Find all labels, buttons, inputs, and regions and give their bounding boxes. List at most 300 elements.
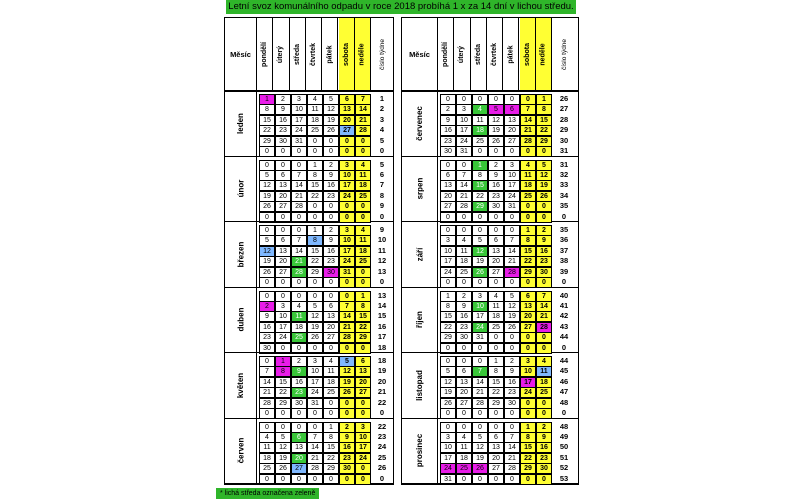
day-cell: 13 (355, 366, 371, 377)
week-number-cell: 25 (377, 452, 387, 462)
day-cell: 6 (323, 301, 339, 312)
day-cell: 30 (504, 398, 520, 409)
week-row (440, 463, 576, 474)
week-row (440, 180, 576, 191)
day-cell: 9 (504, 366, 520, 377)
day-cell: 0 (275, 212, 291, 223)
day-cell: 0 (520, 212, 536, 223)
day-cell: 1 (536, 94, 552, 105)
day-cell: 0 (456, 160, 472, 171)
day-cell: 12 (504, 301, 520, 312)
day-header-5 (339, 18, 355, 90)
day-cell: 0 (536, 277, 552, 288)
month-name (402, 91, 438, 156)
day-cell: 0 (472, 146, 488, 157)
week-row (440, 170, 576, 181)
day-cell: 21 (472, 387, 488, 398)
day-cell: 14 (259, 377, 275, 388)
day-cell: 18 (472, 125, 488, 136)
day-cell: 4 (323, 356, 339, 367)
week-row (259, 267, 393, 278)
week-number-cell: 13 (377, 266, 387, 276)
day-cell: 15 (355, 311, 371, 322)
day-cell: 0 (275, 343, 291, 354)
day-cell: 30 (291, 398, 307, 409)
day-cell: 6 (488, 432, 504, 443)
day-cell: 16 (323, 246, 339, 257)
day-cell: 10 (291, 104, 307, 115)
day-cell: 20 (488, 256, 504, 267)
day-cell: 15 (440, 311, 456, 322)
day-cell: 4 (355, 225, 371, 236)
day-cell: 0 (291, 160, 307, 171)
day-cell: 20 (440, 191, 456, 202)
day-cell: 19 (339, 377, 355, 388)
month-block-únor (225, 157, 393, 223)
week-number-cell: 0 (561, 342, 567, 352)
day-cell: 14 (456, 180, 472, 191)
day-cell: 0 (323, 136, 339, 147)
day-cell: 0 (291, 146, 307, 157)
day-cell: 0 (307, 146, 323, 157)
day-cell: 26 (504, 322, 520, 333)
day-cell: 20 (456, 387, 472, 398)
day-cell: 30 (323, 267, 339, 278)
day-cell: 13 (291, 442, 307, 453)
day-header-label: sobota (523, 42, 531, 66)
day-cell: 22 (307, 191, 323, 202)
day-cell: 0 (504, 225, 520, 236)
week-row (259, 422, 393, 433)
day-cell: 20 (275, 191, 291, 202)
day-cell: 1 (520, 225, 536, 236)
day-cell: 17 (520, 377, 536, 388)
week-row (440, 311, 576, 322)
day-cell: 0 (259, 277, 275, 288)
day-cell: 0 (536, 332, 552, 343)
day-cell: 28 (339, 332, 355, 343)
day-cell: 7 (536, 291, 552, 302)
week-number-cell: 31 (559, 159, 569, 169)
week-row (440, 453, 576, 464)
day-cell: 0 (488, 422, 504, 433)
week-row (259, 136, 393, 147)
day-cell: 3 (456, 104, 472, 115)
day-cell: 16 (259, 322, 275, 333)
day-header-label: pátek (507, 44, 515, 64)
day-cell: 0 (275, 277, 291, 288)
month-column-header: Měsíc (225, 18, 257, 90)
day-cell: 17 (339, 246, 355, 257)
day-cell: 0 (440, 277, 456, 288)
day-cell: 23 (275, 125, 291, 136)
day-header-5 (520, 18, 536, 90)
day-cell: 5 (275, 432, 291, 443)
day-cell: 23 (323, 191, 339, 202)
day-cell: 10 (275, 311, 291, 322)
day-header-1 (273, 18, 289, 90)
day-cell: 0 (536, 398, 552, 409)
day-cell: 0 (259, 212, 275, 223)
day-cell: 0 (504, 94, 520, 105)
day-cell: 5 (440, 366, 456, 377)
day-header-label: pondělí (442, 41, 450, 67)
day-cell: 16 (339, 442, 355, 453)
day-cell: 1 (259, 94, 275, 105)
day-cell: 12 (275, 442, 291, 453)
week-number-cell: 35 (559, 201, 569, 211)
day-cell: 12 (472, 246, 488, 257)
week-row (440, 291, 576, 302)
week-number-cell: 18 (377, 342, 387, 352)
day-cell: 25 (472, 136, 488, 147)
day-cell: 19 (504, 311, 520, 322)
week-number-cell: 11 (378, 245, 386, 255)
day-cell: 0 (456, 356, 472, 367)
week-row (440, 191, 576, 202)
day-cell: 0 (504, 408, 520, 419)
week-number-cell: 43 (559, 321, 569, 331)
day-header-label: neděle (539, 42, 547, 66)
day-cell: 1 (307, 225, 323, 236)
day-cell: 0 (339, 146, 355, 157)
day-cell: 0 (520, 408, 536, 419)
month-block-červen (225, 419, 393, 485)
day-cell: 15 (259, 115, 275, 126)
week-row (440, 398, 576, 409)
day-cell: 3 (339, 160, 355, 171)
day-cell: 0 (339, 408, 355, 419)
day-cell: 16 (291, 377, 307, 388)
day-cell: 0 (291, 474, 307, 485)
day-cell: 8 (488, 366, 504, 377)
day-cell: 1 (472, 160, 488, 171)
day-cell: 28 (291, 201, 307, 212)
month-block-srpen (402, 157, 578, 223)
day-cell: 28 (291, 267, 307, 278)
week-row (440, 408, 576, 419)
day-cell: 18 (259, 453, 275, 464)
day-cell: 0 (275, 225, 291, 236)
day-cell: 5 (259, 235, 275, 246)
week-row (440, 377, 576, 388)
day-cell: 7 (504, 432, 520, 443)
day-cell: 11 (456, 246, 472, 257)
week-number-cell: 5 (379, 159, 385, 169)
day-cell: 27 (275, 201, 291, 212)
day-cell: 0 (291, 422, 307, 433)
day-cell: 2 (323, 160, 339, 171)
day-cell: 25 (291, 332, 307, 343)
day-cell: 28 (355, 125, 371, 136)
day-cell: 29 (307, 267, 323, 278)
day-cell: 17 (456, 125, 472, 136)
day-cell: 11 (355, 170, 371, 181)
day-cell: 29 (488, 398, 504, 409)
day-cell: 29 (323, 463, 339, 474)
day-cell: 14 (339, 311, 355, 322)
day-cell: 21 (291, 191, 307, 202)
day-cell: 0 (504, 146, 520, 157)
day-cell: 16 (456, 311, 472, 322)
day-cell: 0 (520, 343, 536, 354)
week-row (259, 453, 393, 464)
day-cell: 0 (259, 160, 275, 171)
week-number-cell: 46 (559, 376, 569, 386)
week-number-cell: 8 (379, 190, 385, 200)
week-row (259, 94, 393, 105)
day-cell: 25 (536, 387, 552, 398)
day-cell: 0 (323, 146, 339, 157)
day-cell: 8 (259, 104, 275, 115)
day-cell: 12 (488, 115, 504, 126)
day-cell: 4 (355, 160, 371, 171)
day-header-label: středa (293, 43, 301, 65)
day-cell: 26 (536, 191, 552, 202)
day-cell: 5 (323, 94, 339, 105)
day-cell: 0 (472, 225, 488, 236)
day-cell: 18 (307, 115, 323, 126)
month-name-label: únor (236, 179, 245, 198)
week-row (440, 267, 576, 278)
week-row (440, 442, 576, 453)
day-cell: 2 (488, 160, 504, 171)
day-cell: 21 (504, 453, 520, 464)
day-cell: 30 (488, 201, 504, 212)
day-cell: 21 (259, 387, 275, 398)
day-cell: 9 (440, 115, 456, 126)
day-cell: 0 (307, 422, 323, 433)
day-cell: 11 (536, 366, 552, 377)
week-row (259, 311, 393, 322)
day-cell: 8 (307, 235, 323, 246)
day-cell: 1 (307, 160, 323, 171)
day-cell: 27 (355, 387, 371, 398)
day-cell: 12 (323, 104, 339, 115)
day-cell: 12 (536, 170, 552, 181)
day-cell: 22 (355, 322, 371, 333)
day-cell: 1 (275, 356, 291, 367)
day-cell: 29 (275, 398, 291, 409)
week-number-cell: 22 (377, 421, 387, 431)
day-cell: 11 (520, 170, 536, 181)
day-cell: 26 (275, 463, 291, 474)
day-cell: 15 (536, 115, 552, 126)
day-cell: 16 (275, 115, 291, 126)
day-cell: 1 (355, 291, 371, 302)
week-number-cell: 10 (377, 235, 387, 245)
day-cell: 8 (520, 235, 536, 246)
day-cell: 0 (456, 277, 472, 288)
week-number-cell: 20 (377, 376, 387, 386)
day-cell: 27 (323, 332, 339, 343)
day-cell: 24 (520, 387, 536, 398)
day-cell: 0 (275, 160, 291, 171)
day-cell: 23 (440, 136, 456, 147)
week-number-cell: 44 (559, 332, 569, 342)
day-cell: 9 (291, 366, 307, 377)
day-header-label: úterý (458, 45, 466, 63)
day-cell: 5 (536, 160, 552, 171)
day-cell: 2 (259, 301, 275, 312)
day-cell: 21 (355, 115, 371, 126)
day-cell: 31 (291, 136, 307, 147)
week-number-cell: 0 (561, 408, 567, 417)
day-cell: 0 (307, 408, 323, 419)
day-cell: 22 (472, 191, 488, 202)
day-cell: 27 (440, 201, 456, 212)
day-cell: 7 (259, 366, 275, 377)
day-cell: 3 (275, 301, 291, 312)
day-cell: 23 (536, 256, 552, 267)
day-cell: 20 (339, 115, 355, 126)
day-cell: 0 (339, 474, 355, 485)
day-header-6 (355, 18, 371, 90)
day-cell: 9 (323, 170, 339, 181)
day-cell: 27 (456, 398, 472, 409)
day-cell: 26 (259, 267, 275, 278)
calendar-panel-second-half (401, 17, 579, 485)
week-number-cell: 13 (377, 290, 387, 300)
day-cell: 19 (323, 115, 339, 126)
day-cell: 0 (536, 146, 552, 157)
week-row (259, 322, 393, 333)
day-cell: 27 (488, 267, 504, 278)
week-number-cell: 0 (379, 408, 385, 417)
day-cell: 19 (488, 125, 504, 136)
day-cell: 15 (307, 246, 323, 257)
week-number-cell: 0 (561, 277, 567, 286)
week-row (259, 180, 393, 191)
day-cell: 5 (339, 356, 355, 367)
day-cell: 8 (440, 301, 456, 312)
day-cell: 4 (456, 235, 472, 246)
day-cell: 0 (323, 277, 339, 288)
day-cell: 0 (488, 94, 504, 105)
day-cell: 18 (488, 311, 504, 322)
week-row (259, 366, 393, 377)
day-cell: 0 (339, 136, 355, 147)
month-name (225, 353, 257, 418)
week-row (259, 104, 393, 115)
day-cell: 5 (307, 301, 323, 312)
day-header-label: pondělí (261, 41, 269, 67)
week-number-cell: 30 (559, 135, 569, 145)
day-cell: 0 (472, 277, 488, 288)
week-number-cell: 18 (377, 356, 387, 365)
day-cell: 0 (355, 136, 371, 147)
day-cell: 2 (323, 225, 339, 236)
day-cell: 13 (323, 311, 339, 322)
month-column-header: Měsíc (402, 18, 438, 90)
day-cell: 13 (488, 246, 504, 257)
day-cell: 28 (520, 136, 536, 147)
day-cell: 28 (307, 463, 323, 474)
day-cell: 0 (355, 277, 371, 288)
day-cell: 0 (440, 212, 456, 223)
week-number-cell: 0 (379, 277, 385, 286)
day-cell: 17 (291, 115, 307, 126)
week-number-cell: 49 (559, 431, 569, 441)
day-cell: 0 (472, 408, 488, 419)
day-cell: 12 (259, 180, 275, 191)
day-cell: 7 (291, 170, 307, 181)
day-cell: 6 (520, 291, 536, 302)
week-number-cell: 44 (559, 356, 569, 365)
day-cell: 29 (520, 267, 536, 278)
day-cell: 4 (259, 432, 275, 443)
day-header-0 (257, 18, 273, 90)
day-cell: 24 (339, 256, 355, 267)
day-cell: 26 (488, 136, 504, 147)
day-cell: 0 (440, 94, 456, 105)
day-cell: 24 (307, 387, 323, 398)
day-cell: 21 (307, 453, 323, 464)
month-block-listopad (402, 353, 578, 419)
day-header-4 (322, 18, 338, 90)
day-cell: 19 (472, 453, 488, 464)
day-cell: 22 (520, 453, 536, 464)
day-header-label: úterý (277, 45, 285, 63)
day-cell: 23 (504, 387, 520, 398)
day-cell: 31 (440, 474, 456, 485)
day-cell: 11 (456, 442, 472, 453)
week-number-cell: 34 (559, 190, 569, 200)
week-number-cell: 6 (379, 169, 385, 179)
month-name-label: leden (236, 112, 245, 134)
day-cell: 24 (291, 125, 307, 136)
day-cell: 18 (520, 180, 536, 191)
day-cell: 0 (472, 474, 488, 485)
day-cell: 16 (536, 246, 552, 257)
week-number-header-label: číslo týdne (378, 38, 386, 70)
day-cell: 30 (259, 343, 275, 354)
day-cell: 17 (472, 311, 488, 322)
week-row (259, 225, 393, 236)
day-cell: 0 (339, 291, 355, 302)
day-cell: 0 (520, 474, 536, 485)
week-number-cell: 26 (559, 94, 569, 103)
week-number-cell: 7 (379, 180, 385, 190)
month-name-label: duben (236, 307, 245, 332)
day-cell: 13 (520, 301, 536, 312)
week-number-cell: 17 (377, 332, 387, 342)
month-name (402, 353, 438, 418)
day-cell: 24 (456, 136, 472, 147)
day-cell: 19 (259, 191, 275, 202)
month-name (225, 222, 257, 287)
week-row (259, 277, 393, 288)
day-cell: 18 (456, 256, 472, 267)
day-cell: 0 (275, 408, 291, 419)
day-cell: 25 (307, 125, 323, 136)
day-cell: 0 (275, 474, 291, 485)
day-cell: 25 (355, 256, 371, 267)
week-row (259, 125, 393, 136)
day-cell: 9 (259, 311, 275, 322)
week-number-cell: 27 (559, 104, 569, 114)
day-cell: 19 (536, 180, 552, 191)
week-number-cell: 31 (559, 146, 569, 155)
day-cell: 15 (488, 377, 504, 388)
day-cell: 0 (440, 408, 456, 419)
day-cell: 0 (488, 277, 504, 288)
day-cell: 19 (472, 256, 488, 267)
month-name-label: říjen (415, 311, 424, 329)
day-cell: 23 (259, 332, 275, 343)
day-cell: 0 (536, 201, 552, 212)
day-cell: 0 (323, 212, 339, 223)
